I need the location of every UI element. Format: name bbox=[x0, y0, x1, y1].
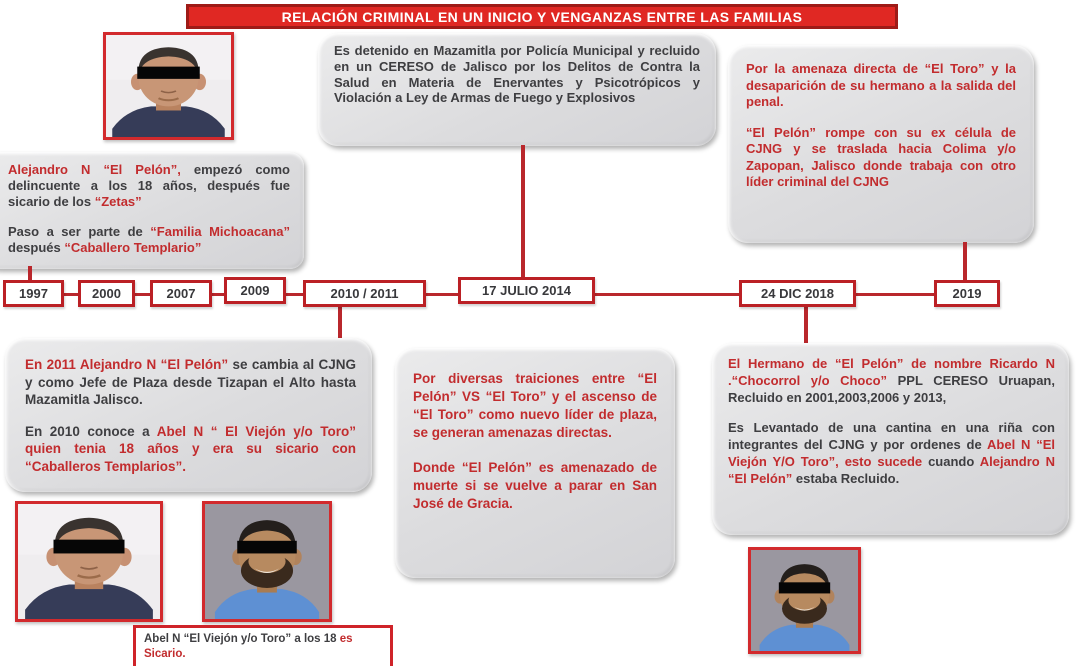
detained-info-box bbox=[318, 33, 716, 146]
toro-photo-caption: Abel N “El Viejón y/o Toro” a los 18 es Sicario. bbox=[133, 625, 393, 666]
connector-threat-to-2019 bbox=[963, 242, 967, 282]
timeline-node-17-julio-2014: 17 JULIO 2014 bbox=[458, 277, 595, 304]
mugshot-photo-el-pelon-top bbox=[103, 32, 234, 140]
origin-paragraph-2: Paso a ser parte de “Familia Michoacana” después “Caballero Templario” bbox=[8, 224, 290, 255]
mugshot-illustration bbox=[751, 550, 858, 651]
origin-info-box bbox=[0, 152, 304, 269]
cjng-paragraph-1: En 2011 Alejandro N “El Pelón” se cambia al CJNG y como Jefe de Plaza desde Tizapan el Alto hasta Mazamitla Jalisco. bbox=[25, 357, 356, 407]
mugshot-photo-el-toro-right bbox=[748, 547, 861, 654]
timeline-node-2010-2011: 2010 / 2011 bbox=[303, 280, 426, 307]
threat-info-box bbox=[728, 45, 1034, 243]
betrayal-info-box bbox=[395, 348, 675, 578]
eye-censor-bar bbox=[237, 541, 297, 554]
mugshot-illustration bbox=[106, 35, 231, 137]
page-title: RELACIÓN CRIMINAL EN UN INICIO Y VENGANZAS ENTRE LAS FAMILIAS bbox=[186, 4, 898, 29]
eye-censor-bar bbox=[54, 540, 125, 554]
detained-text: Es detenido en Mazamitla por Policía Municipal y recluido en un CERESO de Jalisco por los Delitos de Contra la Salud en Materia de Enervantes y Psicotrópicos y Violación a Ley de Armas de Fuego y Explosivos bbox=[334, 43, 700, 106]
brother-paragraph-1: El Hermano de “El Pelón” de nombre Ricardo N .“Chocorrol y/o Choco” PPL CERESO Uruapan, Recluido en 2001,2003,2006 y 2013, bbox=[728, 356, 1055, 405]
mugshot-photo-el-toro-bottom bbox=[202, 501, 332, 622]
origin-paragraph-1: Alejandro N “El Pelón”, empezó como delincuente a los 18 años, después fue sicario de los “Zetas” bbox=[8, 162, 291, 209]
betrayal-paragraph-1: Por diversas traiciones entre “El Pelón” VS “El Toro” y el ascenso de “El Toro” como nuevo líder de plaza, se generan amenazas directas. bbox=[413, 371, 657, 440]
connector-detained-to-2014 bbox=[521, 145, 525, 281]
threat-paragraph-2: “El Pelón” rompe con su ex célula de CJNG y se traslada hacia Colima y/o Zapopan, Jalisco donde trabaja con otro líder criminal del CJNG bbox=[746, 124, 1016, 189]
timeline-node-1997: 1997 bbox=[3, 280, 64, 307]
brother-paragraph-2: Es Levantado de una cantina en una riña con integrantes del CJNG y por ordenes de Abel N “El Viejón Y/O Toro”, esto sucede cuando Alejandro N “El Pelón” estaba Recluido. bbox=[728, 420, 1055, 486]
brother-info-box bbox=[712, 343, 1069, 535]
eye-censor-bar bbox=[137, 67, 200, 79]
timeline-node-2000: 2000 bbox=[78, 280, 135, 307]
mugshot-illustration bbox=[18, 504, 160, 619]
cjng-paragraph-2: En 2010 conoce a Abel N “ El Viejón y/o Toro” quien tenia 18 años y era su sicario con “Caballeros Templarios”. bbox=[25, 423, 356, 474]
betrayal-paragraph-2: Donde “El Pelón” es amenazado de muerte si se vuelve a parar en San José de Gracia. bbox=[413, 460, 657, 511]
connector-2010-to-cjng-box bbox=[338, 306, 342, 339]
timeline-node-2009: 2009 bbox=[224, 277, 286, 304]
connector-2018-to-brother-box bbox=[804, 306, 808, 344]
timeline-node-2019: 2019 bbox=[934, 280, 1000, 307]
threat-paragraph-1: Por la amenaza directa de “El Toro” y la desaparición de su hermano a la salida del penal. bbox=[746, 61, 1016, 109]
eye-censor-bar bbox=[779, 582, 830, 593]
mugshot-photo-el-pelon-bottom bbox=[15, 501, 163, 622]
cjng-change-info-box bbox=[5, 338, 372, 492]
timeline-node-24-dic-2018: 24 DIC 2018 bbox=[739, 280, 856, 307]
mugshot-illustration bbox=[205, 504, 329, 619]
timeline-node-2007: 2007 bbox=[150, 280, 212, 307]
